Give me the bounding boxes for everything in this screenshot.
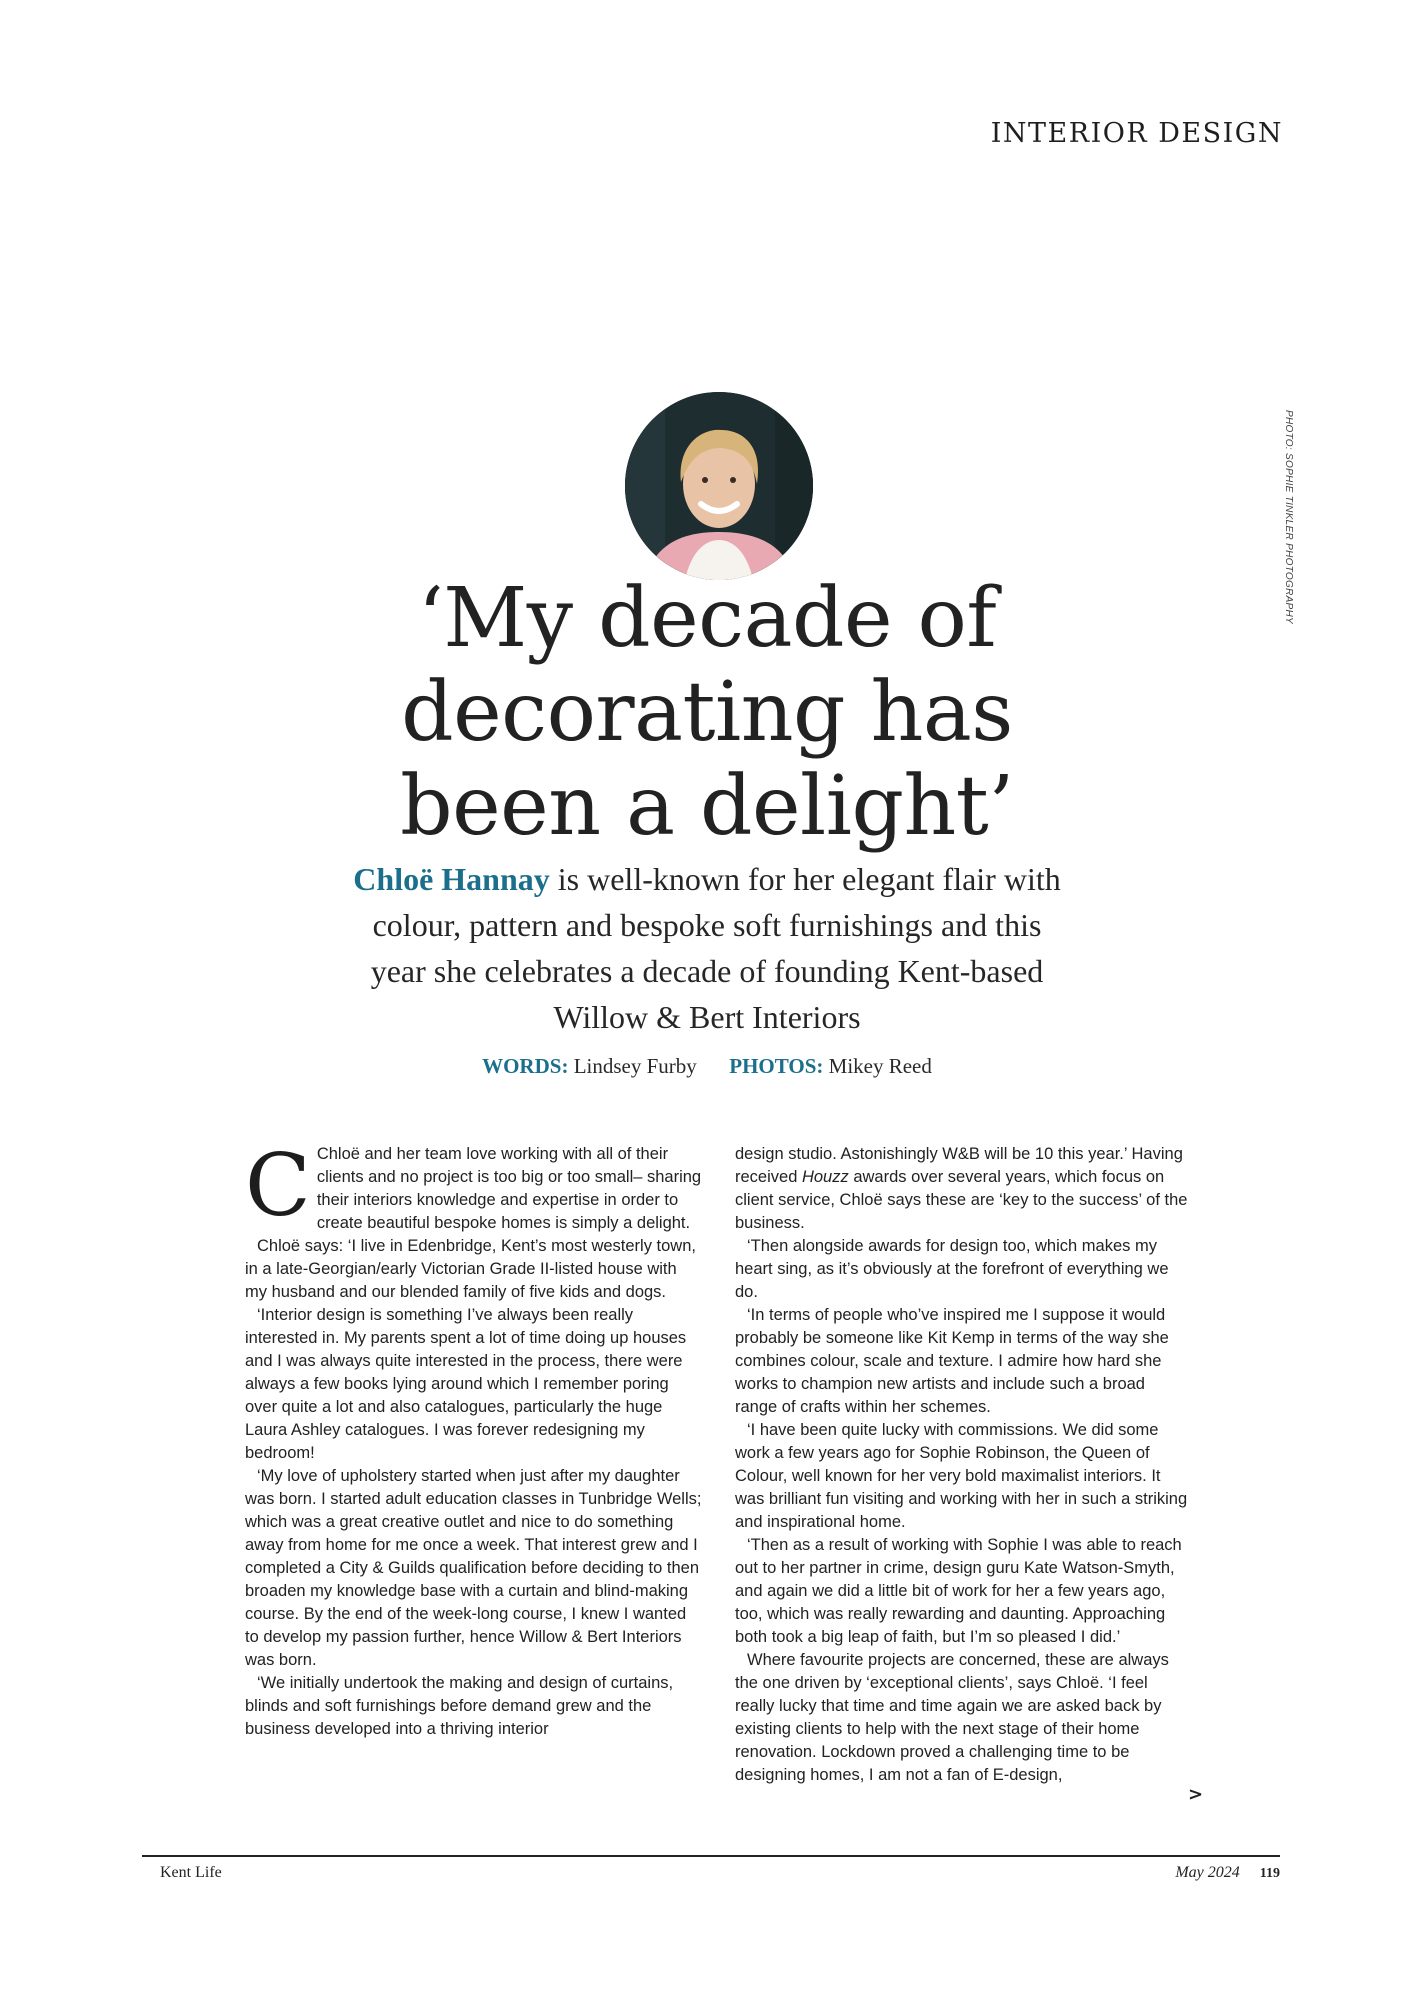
- paragraph: ‘Then as a result of working with Sophie I was able to reach out to her partner in crime, design guru Kate Watson-Smyth, and again we did a little bit of work for her a few years ago, too, which was really rewarding and daunting. Approaching both took a big leap of faith, but I’m so pleased I did.’: [735, 1536, 1182, 1646]
- headline: ‘My decade of decorating has been a delight’: [400, 571, 1014, 854]
- paragraph-text: design studio. Astonishingly W&B will be 10 this year.’ Having received: [735, 1145, 1183, 1186]
- page-number: 119: [1259, 1866, 1280, 1881]
- photo-credit: PHOTO: SOPHIE TINKLER PHOTOGRAPHY: [1283, 410, 1294, 625]
- paragraph: ‘I have been quite lucky with commissions. We did some work a few years ago for Sophie Robinson, the Queen of Colour, well known for her very bold maximalist interiors. It was brilliant fun visiting and working with her in such a striking and inspirational home.: [735, 1421, 1188, 1531]
- footer-divider: [142, 1855, 1280, 1857]
- words-name: Lindsey Furby: [573, 1054, 697, 1078]
- body-column-right: [735, 1143, 1190, 1787]
- drop-cap: C: [245, 1136, 311, 1236]
- photos-label: PHOTOS:: [729, 1054, 824, 1078]
- paragraph-text: awards over several years, which focus on client service, Chloë says these are ‘key to the success’ of the business.: [735, 1168, 1188, 1232]
- paragraph: ‘My love of upholstery started when just after my daughter was born. I started adult education classes in Tunbridge Wells; which was a great creative outlet and nice to do something away from home for me once a week. That interest grew and I completed a City & Guilds qualification before deciding to then broaden my knowledge base with a curtain and blind-making course. By the end of the week-long course, I knew I wanted to develop my passion further, hence Willow & Bert Interiors was born.: [245, 1467, 702, 1669]
- paragraph: [245, 1136, 703, 1236]
- paragraph: Chloë says: ‘I live in Edenbridge, Kent’s most westerly town, in a late-Georgian/early Victorian Grade II-listed house with my husband and our blended family of five kids and dogs.: [245, 1237, 696, 1301]
- standfirst-text: is well-known for her elegant flair with colour, pattern and bespoke soft furnishings and this year she celebrates a decade of founding Kent-based Willow & Bert Interiors: [370, 861, 1061, 1035]
- footer-magazine-name: Kent Life: [160, 1864, 222, 1881]
- footer-issue: [1175, 1864, 1280, 1882]
- words-label: WORDS:: [482, 1054, 569, 1078]
- paragraph: ‘We initially undertook the making and design of curtains, blinds and soft furnishings before demand grew and the business developed into a thriving interior: [245, 1674, 674, 1738]
- photos-name: Mikey Reed: [828, 1054, 932, 1078]
- standfirst: [350, 856, 1064, 1040]
- paragraph: ‘Then alongside awards for design too, which makes my heart sing, as it’s obviously at the forefront of everything we do.: [735, 1237, 1169, 1301]
- section-label: INTERIOR DESIGN: [990, 118, 1283, 149]
- continue-arrow-icon: >: [1188, 1784, 1204, 1805]
- standfirst-name: Chloë Hannay: [353, 861, 550, 897]
- paragraph: ‘Interior design is something I’ve always been really interested in. My parents spent a lot of time doing up houses and I was always quite interested in the process, there were always a few books lying around which I remember poring over quite a lot and also catalogues, particularly the huge Laura Ashley catalogues. I was forever redesigning my bedroom!: [245, 1306, 687, 1462]
- byline: [300, 1054, 1114, 1079]
- author-portrait: [625, 392, 813, 580]
- body-column-left: [245, 1136, 703, 1741]
- paragraph: Where favourite projects are concerned, these are always the one driven by ‘exceptional clients’, says Chloë. ‘I feel really lucky that time and time again we are asked back by existing clients to help with the next stage of their home renovation. Lockdown proved a challenging time to be designing homes, I am not a fan of E-design,: [735, 1651, 1169, 1784]
- paragraph: [735, 1143, 1190, 1235]
- footer-date: May 2024: [1175, 1864, 1240, 1881]
- paragraph: ‘In terms of people who’ve inspired me I suppose it would probably be someone like Kit Kemp in terms of the way she combines colour, scale and texture. I admire how hard she works to champion new artists and include such a broad range of crafts within her schemes.: [735, 1306, 1169, 1416]
- paragraph-text: Chloë and her team love working with all of their clients and no project is too big or too small– sharing their interiors knowledge and expertise in order to create beautiful bespoke homes is simply a delight.: [316, 1145, 702, 1232]
- houzz-italic: Houzz: [801, 1168, 849, 1186]
